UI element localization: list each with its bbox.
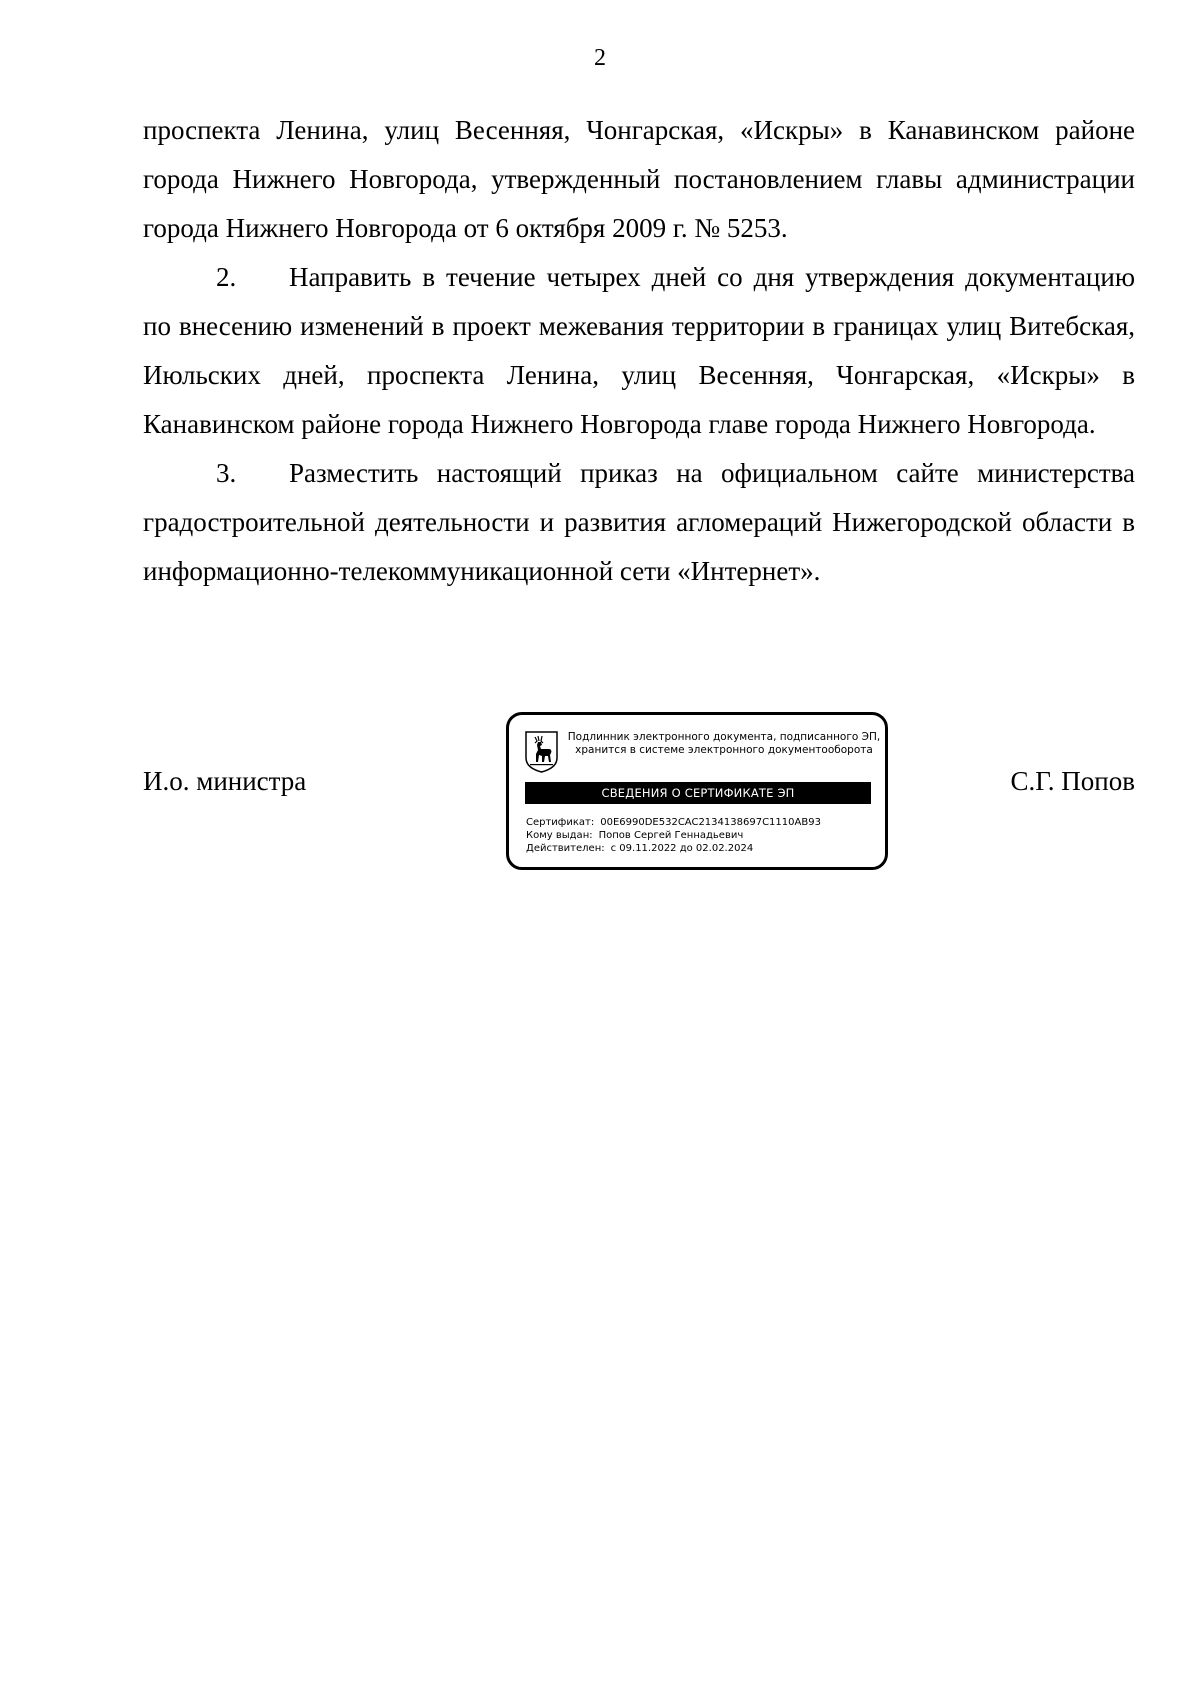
- signatory-name: С.Г. Попов: [1010, 766, 1135, 796]
- paragraph-text: Направить в течение четырех дней со дня утверждения документацию по внесению изменений в проект межевания территории в границах улиц Витебская, Июльских дней, проспекта Ленина, улиц Весенняя, Чонгарская, «Искры» в Канавинском районе города Нижнего Новгорода главе города Нижнего Новгорода.: [143, 262, 1135, 439]
- item-number: 3.: [216, 458, 237, 488]
- document-body: [143, 106, 1135, 596]
- paragraph-continuation: [143, 106, 1135, 253]
- paragraph-text: проспекта Ленина, улиц Весенняя, Чонгарская, «Искры» в Канавинском районе города Нижнего Новгорода, утвержденный постановлением главы администрации города Нижнего Новгорода от 6 октября 2009 г. № 5253.: [143, 115, 1135, 243]
- stamp-title: СВЕДЕНИЯ О СЕРТИФИКАТЕ ЭП: [525, 782, 871, 804]
- certificate-row: [526, 816, 876, 829]
- paragraph-text: Разместить настоящий приказ на официальном сайте министерства градостроительной деятельности и развития агломераций Нижегородской области в информационно-телекоммуникационной сети «Интернет».: [143, 458, 1135, 586]
- stamp-header-line: Подлинник электронного документа, подписанного ЭП,: [567, 731, 881, 743]
- certificate-details: [526, 816, 876, 855]
- issued-to-label: Кому выдан:: [526, 830, 593, 841]
- page-number: 2: [594, 45, 606, 71]
- stamp-header: [565, 731, 883, 757]
- validity-row: [526, 842, 876, 855]
- issued-to-row: [526, 829, 876, 842]
- issued-to-value: Попов Сергей Геннадьевич: [598, 830, 744, 841]
- electronic-signature-stamp: [506, 712, 888, 870]
- paragraph-item-3: [143, 449, 1135, 596]
- valid-label: Действителен:: [526, 843, 605, 854]
- certificate-label: Сертификат:: [526, 817, 595, 828]
- coat-of-arms-deer-icon: [524, 730, 559, 773]
- signatory-position: И.о. министра: [143, 766, 307, 796]
- stamp-header-line: хранится в системе электронного документооборота: [575, 744, 873, 756]
- certificate-value: 00E6990DE532CAC2134138697C1110AB93: [600, 817, 821, 828]
- item-number: 2.: [216, 262, 237, 292]
- paragraph-item-2: [143, 253, 1135, 449]
- valid-value: с 09.11.2022 до 02.02.2024: [610, 843, 754, 854]
